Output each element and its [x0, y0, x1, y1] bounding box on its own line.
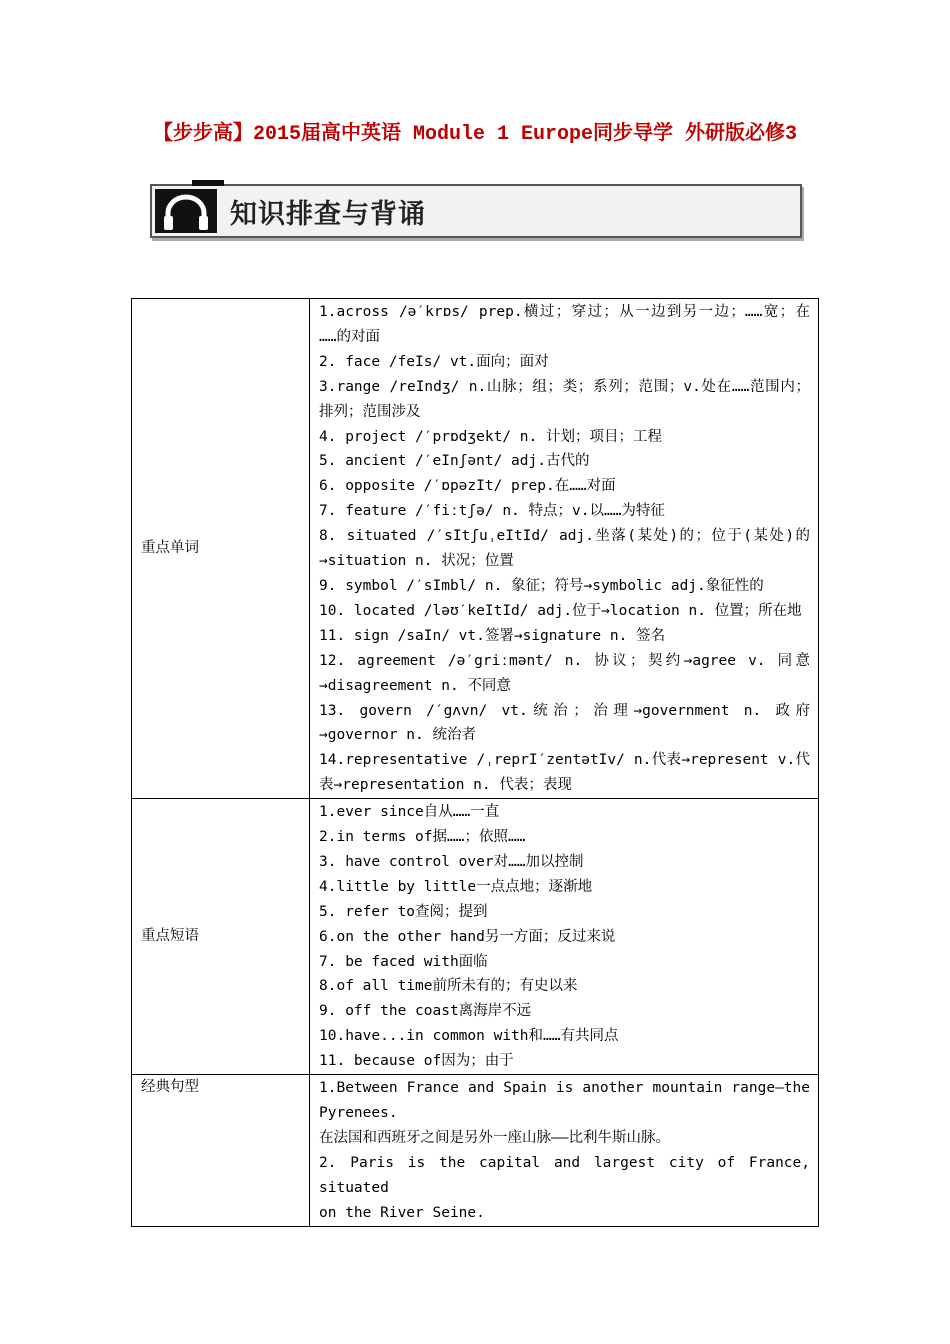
- list-item: 14.representative /ˌreprI′zentətIv/ n.代表→represent v.代: [319, 752, 810, 769]
- list-item: 4. project /′prɒdʒekt/ n. 计划；项目；工程: [319, 428, 662, 445]
- list-item: 9. off the coast离海岸不远: [319, 1003, 532, 1020]
- document-title: 【步步高】2015届高中英语 Module 1 Europe同步导学 外研版必修3: [152, 123, 798, 146]
- list-item: →governor n. 统治者: [319, 727, 476, 744]
- list-item: 5. refer to查阅；提到: [319, 903, 488, 920]
- banner-heading: 知识排查与背诵: [230, 199, 426, 230]
- list-item: 1.Between France and Spain is another mountain range—the: [319, 1080, 810, 1097]
- list-item: 4.little by little一点点地；逐渐地: [319, 878, 593, 895]
- list-item: 6.on the other hand另一方面；反过来说: [319, 928, 616, 945]
- list-item: 6. opposite /′ɒpəzIt/ prep.在……对面: [319, 478, 616, 495]
- row-content: [310, 1075, 819, 1226]
- row-content: [310, 799, 819, 1075]
- list-item: 7. be faced with面临: [319, 953, 488, 970]
- list-item: 5. ancient /′eInʃənt/ adj.古代的: [319, 453, 590, 470]
- list-item: 1.ever since自从……一直: [319, 804, 500, 821]
- list-item: ……的对面: [319, 328, 380, 345]
- row-content: [310, 299, 819, 799]
- list-item: 1.across /ə′krɒs/ prep.横过；穿过；从一边到另一边；……宽；在: [319, 304, 810, 320]
- row-label: 重点短语: [132, 799, 310, 1075]
- list-item: 12. agreement /ə′griːmənt/ n. 协议；契约→agree v. 同意: [319, 652, 810, 669]
- list-item: 10.have...in common with和……有共同点: [319, 1028, 619, 1045]
- list-item: 排列；范围涉及: [319, 403, 421, 420]
- table-row: [132, 799, 819, 1075]
- list-item: 2.in terms of据……；依照……: [319, 829, 526, 846]
- list-item: →disagreement n. 不同意: [319, 677, 511, 694]
- table-row: [132, 299, 819, 799]
- list-item: 在法国和西班牙之间是另外一座山脉——比利牛斯山脉。: [319, 1129, 670, 1146]
- list-item: 3. have control over对……加以控制: [319, 853, 584, 870]
- list-item: 3.range /reIndʒ/ n.山脉；组；类；系列；范围；v.处在……范围内；: [319, 378, 810, 395]
- list-item: →situation n. 状况；位置: [319, 553, 514, 570]
- list-item: 2. Paris is the capital and largest city of France, situated: [319, 1154, 810, 1196]
- list-item: 2. face /feIs/ vt.面向；面对: [319, 353, 549, 370]
- row-label: 重点单词: [132, 299, 310, 799]
- list-item: 11. because of因为；由于: [319, 1053, 514, 1070]
- list-item: 8.of all time前所未有的；有史以来: [319, 978, 578, 995]
- banner-tab: [192, 180, 224, 186]
- knowledge-table: [131, 298, 819, 1227]
- list-item: 8. situated /′sItʃuˌeItId/ adj.坐落(某处)的；位于(某处)的: [319, 528, 810, 545]
- list-item: 13. govern /′gʌvn/ vt.统治；治理→government n. 政府: [319, 702, 810, 719]
- list-item: 10. located /ləʊ′keItId/ adj.位于→location n. 位置；所在地: [319, 602, 802, 619]
- list-item: 11. sign /saIn/ vt.签署→signature n. 签名: [319, 627, 666, 644]
- section-banner: [150, 184, 802, 238]
- list-item: 表→representation n. 代表；表现: [319, 777, 572, 794]
- headphones-icon: [155, 189, 217, 233]
- list-item: Pyrenees.: [319, 1105, 398, 1121]
- table-row: [132, 1075, 819, 1226]
- row-label: 经典句型: [132, 1075, 310, 1226]
- list-item: 9. symbol /′sImbl/ n. 象征；符号→symbolic adj.象征性的: [319, 577, 764, 594]
- list-item: on the River Seine.: [319, 1204, 485, 1221]
- list-item: 7. feature /′fiːtʃə/ n. 特点；v.以……为特征: [319, 503, 665, 520]
